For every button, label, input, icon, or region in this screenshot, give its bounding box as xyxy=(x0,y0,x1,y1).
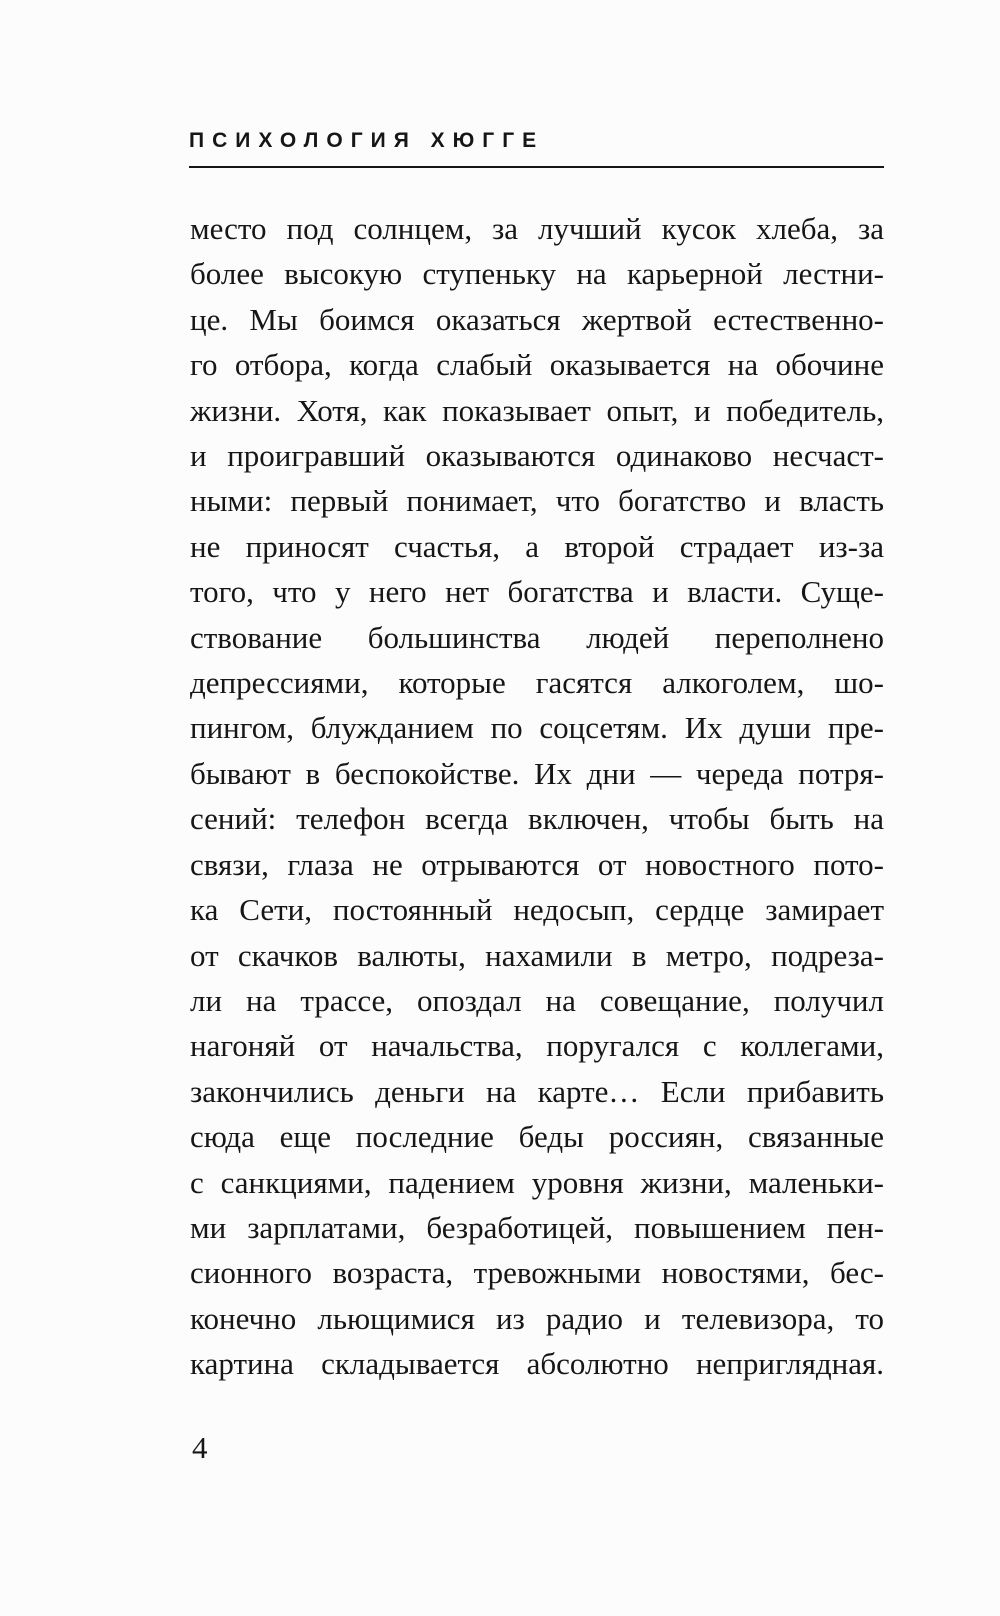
body-text-line: сюда еще последние беды россиян, связанные xyxy=(190,1119,884,1155)
body-text-line: место под солнцем, за лучший кусок хлеба, за xyxy=(190,211,884,246)
body-text-line: того, что у него нет богатства и власти. Суще- xyxy=(190,574,884,610)
body-text-line: конечно льющимися из радио и телевизора, то xyxy=(190,1300,884,1336)
body-text-line: ми зарплатами, безработицей, повышением пен- xyxy=(190,1209,884,1245)
body-text-line: сений: телефон всегда включен, чтобы быть на xyxy=(190,801,884,837)
body-text-line: сионного возраста, тревожными новостями, бес- xyxy=(190,1255,884,1291)
body-text-line: го отбора, когда слабый оказывается на обочине xyxy=(190,347,884,383)
body-text-line: пингом, блужданием по соцсетям. Их души пре- xyxy=(190,710,884,746)
body-text-line: бывают в беспокойстве. Их дни — череда потря- xyxy=(190,755,884,791)
page-body-text xyxy=(190,206,884,1387)
page-number: 4 xyxy=(192,1430,208,1465)
body-text-line: картина складывается абсолютно неприглядная. xyxy=(190,1346,884,1382)
body-text-line: ствование большинства людей переполнено xyxy=(190,619,884,655)
body-text-line: с санкциями, падением уровня жизни, маленьки- xyxy=(190,1164,884,1200)
body-text-line: ными: первый понимает, что богатство и власть xyxy=(190,483,884,519)
body-text-line: и проигравший оказываются одинаково несчаст- xyxy=(190,438,884,474)
body-text-line: це. Мы боимся оказаться жертвой естественно- xyxy=(190,301,884,337)
header-rule xyxy=(189,166,884,168)
body-text-line: жизни. Хотя, как показывает опыт, и победитель, xyxy=(190,392,884,428)
body-text-line: депрессиями, которые гасятся алкоголем, шо- xyxy=(190,665,884,701)
body-text-line: ли на трассе, опоздал на совещание, получил xyxy=(190,982,884,1018)
body-text-line: ка Сети, постоянный недосып, сердце замирает xyxy=(190,892,884,928)
body-text-line: от скачков валюты, нахамили в метро, подреза- xyxy=(190,937,884,973)
body-text-line: более высокую ступеньку на карьерной лестни- xyxy=(190,256,884,292)
body-text-line: закончились деньги на карте… Если прибавить xyxy=(190,1073,884,1109)
body-text-line: связи, глаза не отрываются от новостного пото- xyxy=(190,846,884,882)
body-text-line: не приносят счастья, а второй страдает из-за xyxy=(190,528,884,564)
body-text-line: нагоняй от начальства, поругался с коллегами, xyxy=(190,1028,884,1064)
running-header-title: ПСИХОЛОГИЯ ХЮГГЕ xyxy=(189,129,545,152)
